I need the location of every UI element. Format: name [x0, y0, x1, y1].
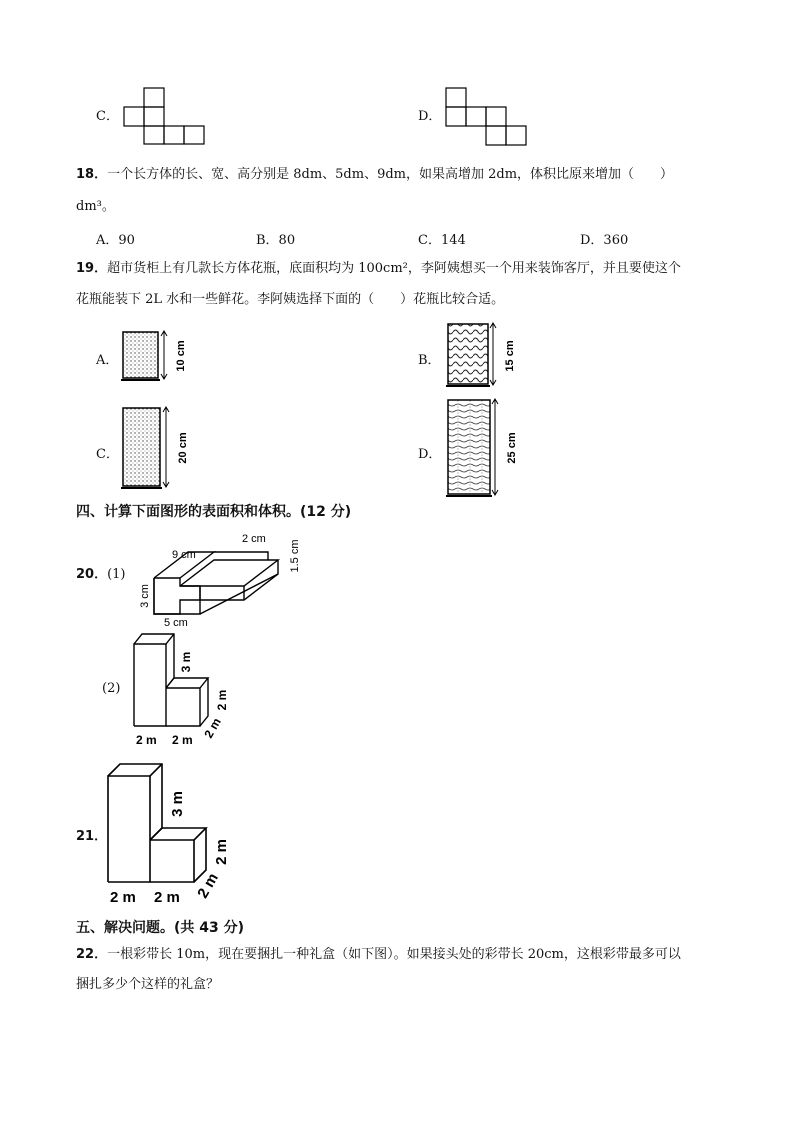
- q18-unit: dm³。: [76, 199, 115, 214]
- vase-d: [443, 396, 528, 500]
- q21-side-label: 2 m: [213, 839, 230, 865]
- fig2-tall-label: 3 m: [179, 651, 193, 673]
- fig2-side-label: 2 m: [215, 689, 229, 711]
- q22-question-line1: [76, 946, 681, 964]
- q19-option-c-label[interactable]: C．: [96, 447, 119, 462]
- q22-text-1: 一根彩带长 10m，现在要捆扎一种礼盒（如下图）。如果接头处的彩带长 20cm，这根彩带最多可以: [107, 947, 681, 962]
- q21-depth-label: 2 m: [194, 870, 222, 902]
- q22-question-line2: 捆扎多少个这样的礼盒？: [76, 977, 220, 992]
- fig1-step-label: 1.5 cm: [289, 539, 301, 573]
- q19-option-d-label[interactable]: D．: [418, 447, 442, 462]
- fig1-width-label: 5 cm: [164, 617, 188, 628]
- fig1-height-label: 3 cm: [139, 584, 151, 608]
- q17-net-d: [444, 86, 528, 148]
- fig1-top-label: 2 cm: [242, 533, 266, 545]
- q21-figure-l-shape: [100, 760, 240, 910]
- q19-number: 19．: [76, 261, 108, 276]
- q17-option-c-label: C．: [96, 109, 119, 124]
- q18-option-a[interactable]: A．90: [96, 233, 135, 248]
- q19-question-line2: 花瓶能装下 2L 水和一些鲜花。李阿姨选择下面的（ ）花瓶比较合适。: [76, 292, 505, 307]
- q19-option-b-label[interactable]: B．: [418, 353, 441, 368]
- q18-option-b[interactable]: B．80: [256, 233, 296, 248]
- vase-b: [443, 320, 528, 392]
- vase-c: [118, 404, 198, 492]
- q22-number: 22．: [76, 947, 108, 962]
- q20-part1: (1): [107, 567, 126, 582]
- q21-bottom-right-label: 2 m: [154, 889, 180, 906]
- q20-figure-1-step-prism: [128, 528, 308, 628]
- vase-d-height: 25 cm: [506, 432, 518, 464]
- q17-net-c: [122, 86, 206, 146]
- q21-bottom-left-label: 2 m: [110, 889, 136, 906]
- q20-part2: (2): [102, 681, 121, 696]
- fig2-bottom-right-label: 2 m: [172, 733, 193, 747]
- fig2-depth-label: 2 m: [201, 715, 224, 741]
- q21-number: 21．: [76, 829, 108, 844]
- vase-b-height: 15 cm: [504, 340, 516, 372]
- vase-a-height: 10 cm: [175, 340, 187, 372]
- q18-option-c[interactable]: C．144: [418, 233, 466, 248]
- q19-text-1: 超市货柜上有几款长方体花瓶，底面积均为 100cm²，李阿姨想买一个用来装饰客厅，并且要使这个: [107, 261, 681, 276]
- q18-text: 一个长方体的长、宽、高分别是 8dm、5dm、9dm，如果高增加 2dm，体积比原来增加（ ）: [107, 167, 674, 182]
- q18-number: 18．: [76, 167, 108, 182]
- fig1-length-label: 9 cm: [172, 549, 196, 561]
- q20-number: 20．: [76, 567, 108, 582]
- q19-option-a-label[interactable]: A．: [96, 353, 119, 368]
- q20-figure-2-l-shape: [128, 630, 238, 750]
- fig2-bottom-left-label: 2 m: [136, 733, 157, 747]
- q21-tall-label: 3 m: [169, 791, 186, 817]
- q19-question-line1: [76, 260, 681, 278]
- q18-option-d[interactable]: D．360: [580, 233, 629, 248]
- q18-question: [76, 166, 673, 184]
- section-5-title: 五、解决问题。(共 43 分): [76, 920, 245, 936]
- section-4-title: 四、计算下面图形的表面积和体积。(12 分): [76, 504, 352, 520]
- vase-a: [118, 328, 198, 388]
- q20-label: [76, 566, 126, 584]
- vase-c-height: 20 cm: [177, 432, 189, 464]
- q17-option-d-label: D．: [418, 109, 442, 124]
